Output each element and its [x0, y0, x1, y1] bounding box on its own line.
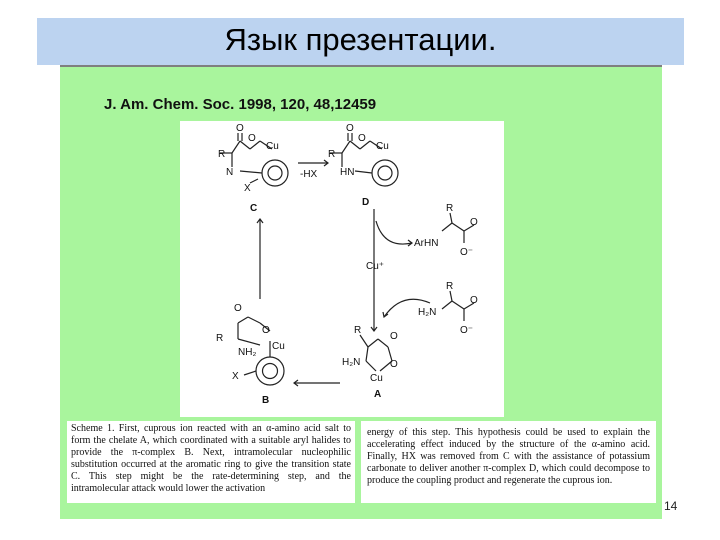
label-r: R	[216, 333, 224, 344]
label-r: R	[446, 203, 454, 214]
label-o-minus: O⁻	[460, 325, 474, 336]
citation: J. Am. Chem. Soc. 1998, 120, 48,12459	[104, 96, 377, 113]
label-o: O	[358, 133, 366, 144]
label-hn: N	[226, 167, 234, 178]
label-cu-plus: Cu⁺	[366, 261, 385, 272]
label-r: R	[328, 149, 336, 160]
label-h2n: H₂N	[342, 357, 361, 368]
label-x: X	[232, 371, 239, 382]
scheme-drawing	[180, 121, 504, 417]
label-x: X	[244, 183, 251, 194]
chelate-A-structure	[360, 335, 392, 371]
label-o: O	[390, 359, 398, 370]
arrow-product-release	[376, 221, 412, 244]
page-number: 14	[664, 499, 678, 513]
label-cu: Cu	[266, 141, 279, 152]
label-r: R	[446, 281, 454, 292]
label-o-minus: O⁻	[460, 247, 474, 258]
label-o: O	[390, 331, 398, 342]
label-o: O	[236, 123, 244, 134]
title-bar	[37, 18, 684, 65]
label-a: A	[374, 389, 382, 400]
label-arhn: ArHN	[414, 238, 439, 249]
label-h2n: H₂N	[418, 307, 437, 318]
label-o: O	[470, 295, 478, 306]
caption-right: energy of this step. This hypothesis could be used to explain the accelerating effect induced by the structure of the α-amino acid. Finally, HX was removed from C with the assistance of potassium carbonate to deliver another π-complex D, which could decompose to produce the coupling product and regenerate the cuprous ion.	[361, 421, 656, 503]
slide-title: Язык презентации.	[224, 22, 497, 57]
label-o: O	[346, 123, 354, 134]
label-o: O	[234, 303, 242, 314]
label-o: O	[262, 325, 270, 336]
label-cu: Cu	[376, 141, 389, 152]
caption-left: Scheme 1. First, cuprous ion reacted with an α-amino acid salt to form the chelate A, which coordinated with a suitable aryl halides to provide the π-complex B. Next, intramolecular nucleophilic substitution occurred at the aromatic ring to give the transition state C. This step might be the rate-determining step, and the intramolecular attack would lower the activation	[67, 421, 355, 503]
arrow-label-hx: -HX	[300, 169, 318, 180]
label-nh2: NH₂	[238, 347, 257, 358]
label-r: R	[354, 325, 362, 336]
label-cu: Cu	[370, 373, 383, 384]
label-o: O	[470, 217, 478, 228]
reaction-scheme	[180, 121, 504, 417]
label-cu: Cu	[272, 341, 285, 352]
label-b: B	[262, 395, 270, 406]
label-r: R	[218, 149, 226, 160]
label-c: C	[250, 203, 258, 214]
label-hn: HN	[340, 167, 355, 178]
label-d: D	[362, 197, 370, 208]
label-o: O	[248, 133, 256, 144]
